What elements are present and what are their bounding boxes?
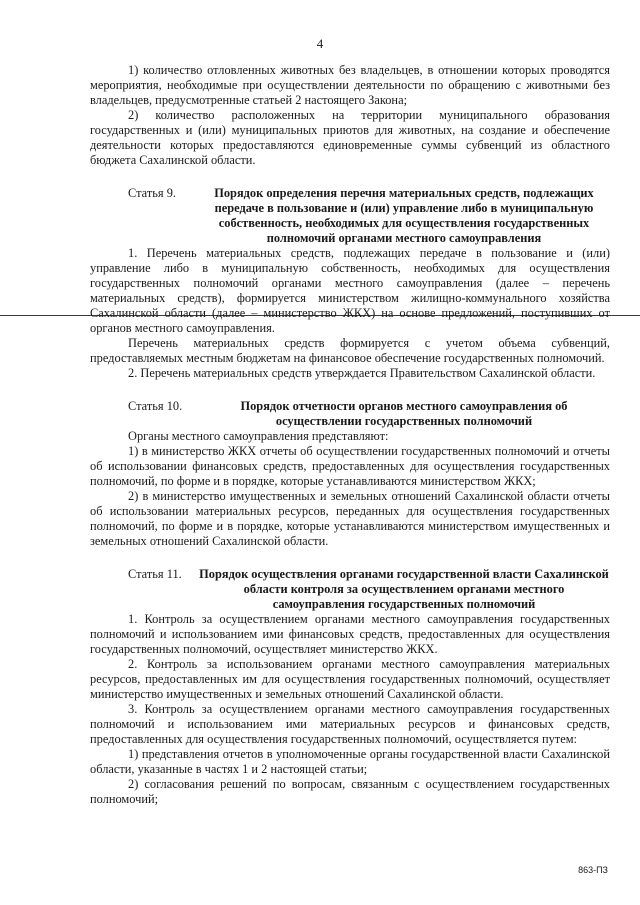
paragraph: Перечень материальных средств формируется с учетом объема субвенций, предоставляемых местным бюджетам на финансовое обеспечение государственных полномочий. [90, 336, 610, 365]
article-heading [90, 567, 610, 612]
paragraph: 1. Контроль за осуществлением органами местного самоуправления государственных полномочий и использованием ими финансовых средств, предоставленных для осуществления государственных полномочий, осуществляет министерство ЖКХ. [90, 612, 610, 656]
paragraph: 1) в министерство ЖКХ отчеты об осуществлении государственных полномочий и отчеты об использовании финансовых средств, предоставленных для осуществления государственных полномочий, по форме и в порядке, которые устанавливаются министерством ЖКХ; [90, 444, 610, 488]
paragraph: 2) согласования решений по вопросам, связанным с осуществлением государственных полномочий; [90, 777, 610, 806]
article-number: Статья 10. [128, 399, 183, 413]
article-title: Порядок осуществления органами государственной власти Сахалинской области контроля за осуществлением органами местного самоуправления государственных полномочий [199, 567, 609, 611]
paragraph: Органы местного самоуправления представляют: [128, 429, 389, 443]
page-number: 4 [316, 36, 324, 51]
document-body [90, 63, 610, 807]
paragraph: 2. Перечень материальных средств утверждается Правительством Сахалинской области. [128, 366, 596, 380]
paragraph: 1) представления отчетов в уполномоченные органы государственной власти Сахалинской области, указанные в частях 1 и 2 настоящей статьи; [90, 747, 610, 776]
paragraph: 2. Контроль за использованием органами местного самоуправления материальных ресурсов, предоставленных им для осуществления государственных полномочий, осуществляет министерство имущественных и земельных отношений Сахалинской области. [90, 657, 610, 701]
document-code: 863-ПЗ [578, 865, 608, 875]
paragraph: 1. Перечень материальных средств, подлежащих передаче в пользование и (или) управление либо в муниципальную собственность, необходимых для осуществления государственных полномочий органами местного самоуправления (далее – перечень материальных средств), формируется министерством жилищно-коммунального хозяйства Сахалинской области (далее – министерство ЖКХ) на основе предложений, поступивших от органов местного самоуправления. [90, 246, 610, 335]
article-heading [90, 186, 610, 246]
paragraph: 2) количество расположенных на территории муниципального образования государственных и (или) муниципальных приютов для животных, на создание и обеспечение деятельности которых предоставляются единовременные суммы субвенций из областного бюджета Сахалинской области. [90, 108, 610, 167]
paragraph: 3. Контроль за осуществлением органами местного самоуправления государственных полномочий и использованием ими материальных ресурсов и финансовых средств, предоставленных для осуществления государственных полномочий, осуществляется путем: [90, 702, 610, 746]
article-title: Порядок определения перечня материальных средств, подлежащих передаче в пользование и (или) управление либо в муниципальную собственность, необходимых для осуществления государственных полномочий органами местного самоуправления [214, 186, 594, 245]
article-number: Статья 9. [128, 186, 177, 200]
article-title: Порядок отчетности органов местного самоуправления об осуществлении государственных полномочий [240, 399, 568, 428]
article-heading [90, 399, 610, 429]
paragraph: 1) количество отловленных животных без владельцев, в отношении которых проводятся мероприятия, необходимые при осуществлении деятельности по обращению с животными без владельцев, предусмотренные статьей 2 настоящего Закона; [90, 63, 610, 107]
article-number: Статья 11. [128, 567, 182, 581]
paragraph: 2) в министерство имущественных и земельных отношений Сахалинской области отчеты об использовании материальных ресурсов, переданных для осуществления государственных полномочий, по форме и в порядке, которые устанавливаются министерством имущественных и земельных отношений Сахалинской области. [90, 489, 610, 548]
